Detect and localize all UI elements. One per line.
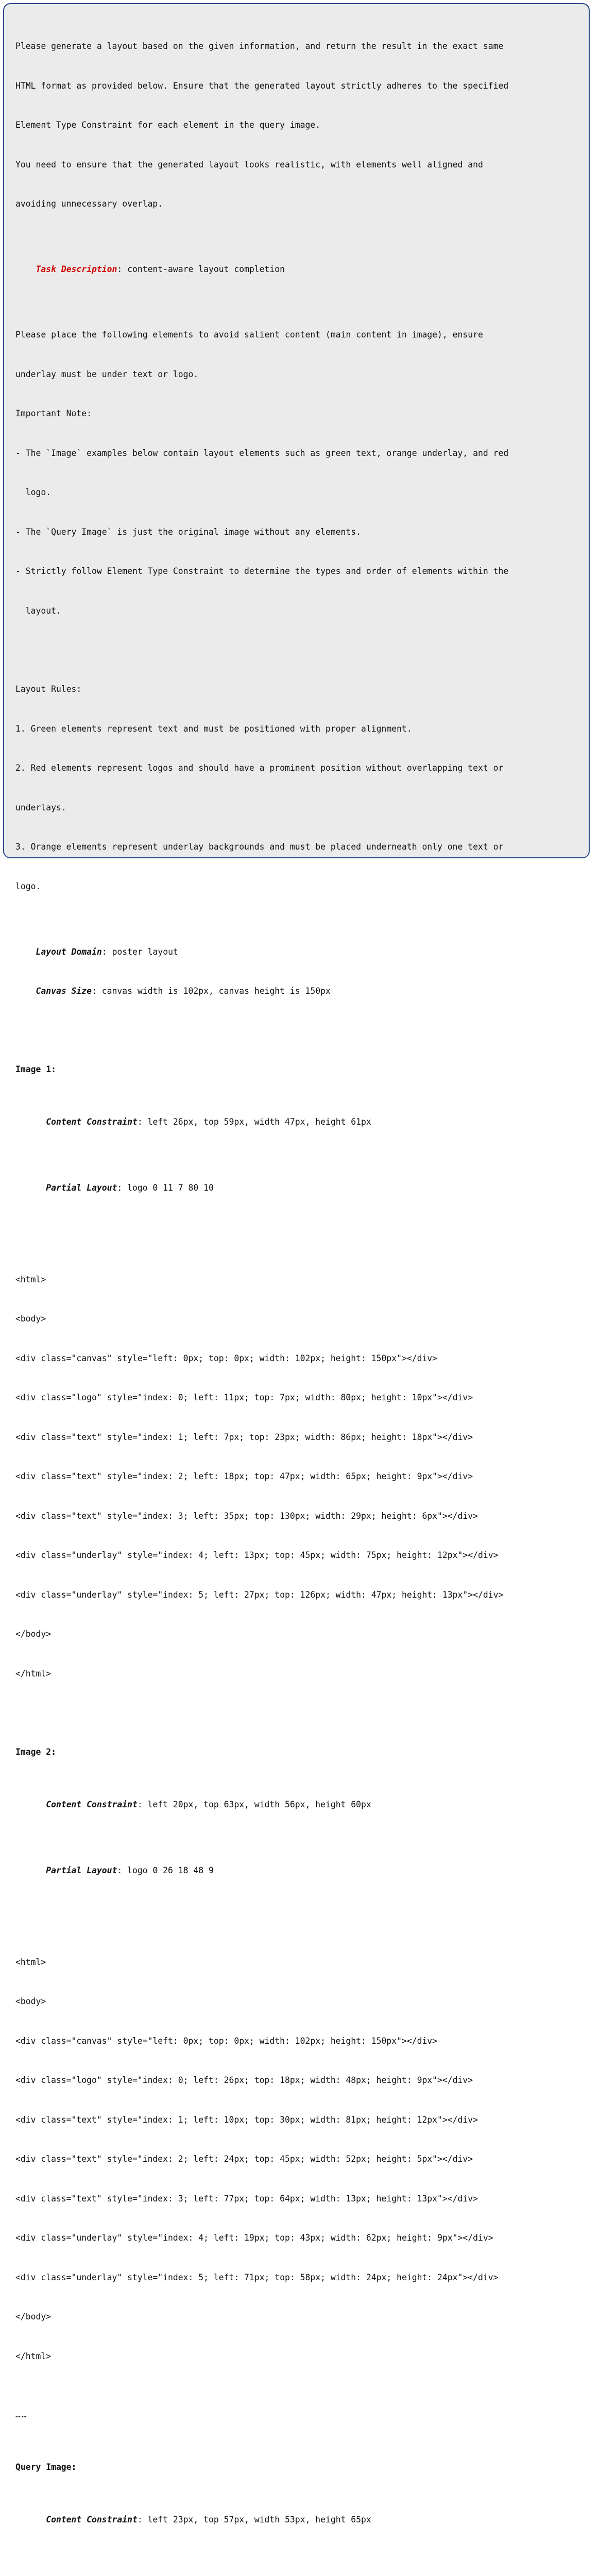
query-partial-layout [15, 2566, 577, 2576]
image-2-code-line-10: </body> [15, 2310, 577, 2324]
spacer-8 [15, 1917, 577, 1929]
layout-domain-label: Layout Domain [36, 947, 101, 957]
intro-line-2: HTML format as provided below. Ensure that the generated layout strictly adheres to the specified [15, 79, 577, 93]
layout-rule-2a: 2. Red elements represent logos and should have a prominent position without overlapping text or [15, 761, 577, 775]
spacer-3 [15, 643, 577, 656]
layout-rules [15, 656, 577, 919]
image-1-code-line-10: </body> [15, 1628, 577, 1641]
canvas-size-line [15, 972, 577, 1011]
image-1-code-line-8: <div class="underlay" style="index: 4; left: 13px; top: 45px; width: 75px; height: 12px"></div> [15, 1549, 577, 1562]
image-2-content-constraint [15, 1785, 577, 1825]
image-2-code [15, 1929, 577, 2389]
placement-line-8: layout. [15, 604, 577, 618]
image-1-content-constraint-value: : left 26px, top 59px, width 47px, height 61px [138, 1117, 371, 1127]
placement-line-2: underlay must be under text or logo. [15, 368, 577, 381]
layout-domain-line [15, 932, 577, 972]
image-2-code-line-7: <div class="text" style="index: 3; left: 77px; top: 64px; width: 13px; height: 13px"></div> [15, 2192, 577, 2206]
task-description-line [15, 250, 577, 290]
query-content-constraint [15, 2500, 577, 2539]
image-1-code-line-11: </html> [15, 1667, 577, 1681]
spacer-7 [15, 1706, 577, 1719]
spacer-2 [15, 289, 577, 302]
spacer-5b [15, 1024, 577, 1037]
image-1-title: Image 1: [15, 1063, 577, 1076]
image-2-content-constraint-label: Content Constraint [46, 1800, 138, 1809]
layout-rule-2b: underlays. [15, 801, 577, 815]
image-2-content-constraint-value: : left 20px, top 63px, width 56px, height 60px [138, 1800, 371, 1809]
spacer-4 [15, 919, 577, 932]
task-description-label: Task Description [36, 264, 117, 274]
placement-line-1: Please place the following elements to avoid salient content (main content in image), ensure [15, 328, 577, 342]
placement-instructions [15, 302, 577, 643]
spacer-1 [15, 237, 577, 250]
image-1-code-line-2: <body> [15, 1312, 577, 1326]
image-2-code-line-3: <div class="canvas" style="left: 0px; top: 0px; width: 102px; height: 150px"></div> [15, 2035, 577, 2048]
layout-rule-3a: 3. Orange elements represent underlay backgrounds and must be placed underneath only one text or [15, 840, 577, 854]
image-1-code-line-9: <div class="underlay" style="index: 5; left: 27px; top: 126px; width: 47px; height: 13px"></div> [15, 1588, 577, 1602]
spacer-5 [15, 1011, 577, 1024]
image-2-code-line-4: <div class="logo" style="index: 0; left: 26px; top: 18px; width: 48px; height: 9px"></div> [15, 2074, 577, 2087]
image-1-partial-layout-value: : logo 0 11 7 80 10 [117, 1183, 214, 1193]
canvas-size-label: Canvas Size [36, 986, 92, 996]
placement-line-5: logo. [15, 486, 577, 499]
image-1-code-line-4: <div class="logo" style="index: 0; left: 11px; top: 7px; width: 80px; height: 10px"></div> [15, 1391, 577, 1404]
query-image-section [15, 2434, 577, 2576]
spacer-6 [15, 1234, 577, 1247]
image-1-content-constraint [15, 1103, 577, 1142]
ellipsis-marker: …… [15, 2408, 577, 2421]
image-1-code-line-5: <div class="text" style="index: 1; left: 7px; top: 23px; width: 86px; height: 18px"></div> [15, 1431, 577, 1444]
image-1-code-line-6: <div class="text" style="index: 2; left: 18px; top: 47px; width: 65px; height: 9px"></div> [15, 1470, 577, 1483]
prompt-panel [3, 3, 590, 858]
placement-line-4: - The `Image` examples below contain layout elements such as green text, orange underlay, and red [15, 447, 577, 460]
image-2-code-line-1: <html> [15, 1956, 577, 1969]
image-2-section [15, 1719, 577, 1917]
image-2-partial-layout-value: : logo 0 26 18 48 9 [117, 1866, 214, 1875]
layout-rules-heading: Layout Rules: [15, 683, 577, 696]
image-1-code-line-7: <div class="text" style="index: 3; left: 35px; top: 130px; width: 29px; height: 6px"></div> [15, 1510, 577, 1523]
placement-line-7: - Strictly follow Element Type Constraint to determine the types and order of elements within the [15, 565, 577, 578]
image-1-partial-layout-label: Partial Layout [46, 1183, 117, 1193]
image-1-partial-layout [15, 1168, 577, 1208]
intro-line-3: Element Type Constraint for each element in the query image. [15, 118, 577, 132]
image-2-code-line-2: <body> [15, 1995, 577, 2008]
query-image-title: Query Image: [15, 2461, 577, 2474]
image-2-code-line-9: <div class="underlay" style="index: 5; left: 71px; top: 58px; width: 24px; height: 24px"></div> [15, 2271, 577, 2284]
task-description-value: : content-aware layout completion [117, 264, 285, 274]
intro-line-4: You need to ensure that the generated layout looks realistic, with elements well aligned and [15, 158, 577, 172]
image-2-code-line-6: <div class="text" style="index: 2; left: 24px; top: 45px; width: 52px; height: 5px"></div> [15, 2153, 577, 2166]
layout-rule-3b: logo. [15, 880, 577, 893]
image-2-partial-layout-label: Partial Layout [46, 1866, 117, 1875]
image-1-code [15, 1247, 577, 1707]
spacer-9b [15, 2402, 577, 2408]
image-1-section [15, 1037, 577, 1234]
canvas-size-value: : canvas width is 102px, canvas height is 150px [92, 986, 331, 996]
intro-paragraph [15, 13, 577, 237]
image-1-content-constraint-label: Content Constraint [46, 1117, 138, 1127]
placement-line-3: Important Note: [15, 407, 577, 420]
layout-rule-1: 1. Green elements represent text and must be positioned with proper alignment. [15, 722, 577, 736]
image-2-code-line-11: </html> [15, 2350, 577, 2363]
intro-line-5: avoiding unnecessary overlap. [15, 197, 577, 211]
spacer-9 [15, 2389, 577, 2402]
layout-domain-value: : poster layout [102, 947, 178, 957]
image-2-code-line-5: <div class="text" style="index: 1; left: 10px; top: 30px; width: 81px; height: 12px"></div> [15, 2113, 577, 2127]
image-2-code-line-8: <div class="underlay" style="index: 4; left: 19px; top: 43px; width: 62px; height: 9px"></div> [15, 2231, 577, 2245]
image-2-partial-layout [15, 1851, 577, 1890]
intro-line-1: Please generate a layout based on the given information, and return the result in the exact same [15, 40, 577, 53]
spacer-10 [15, 2421, 577, 2434]
image-1-code-line-3: <div class="canvas" style="left: 0px; top: 0px; width: 102px; height: 150px"></div> [15, 1352, 577, 1365]
image-1-code-line-1: <html> [15, 1273, 577, 1286]
placement-line-6: - The `Query Image` is just the original image without any elements. [15, 526, 577, 539]
query-content-constraint-value: : left 23px, top 57px, width 53px, height 65px [138, 2515, 371, 2524]
query-content-constraint-label: Content Constraint [46, 2515, 138, 2524]
image-2-title: Image 2: [15, 1745, 577, 1759]
